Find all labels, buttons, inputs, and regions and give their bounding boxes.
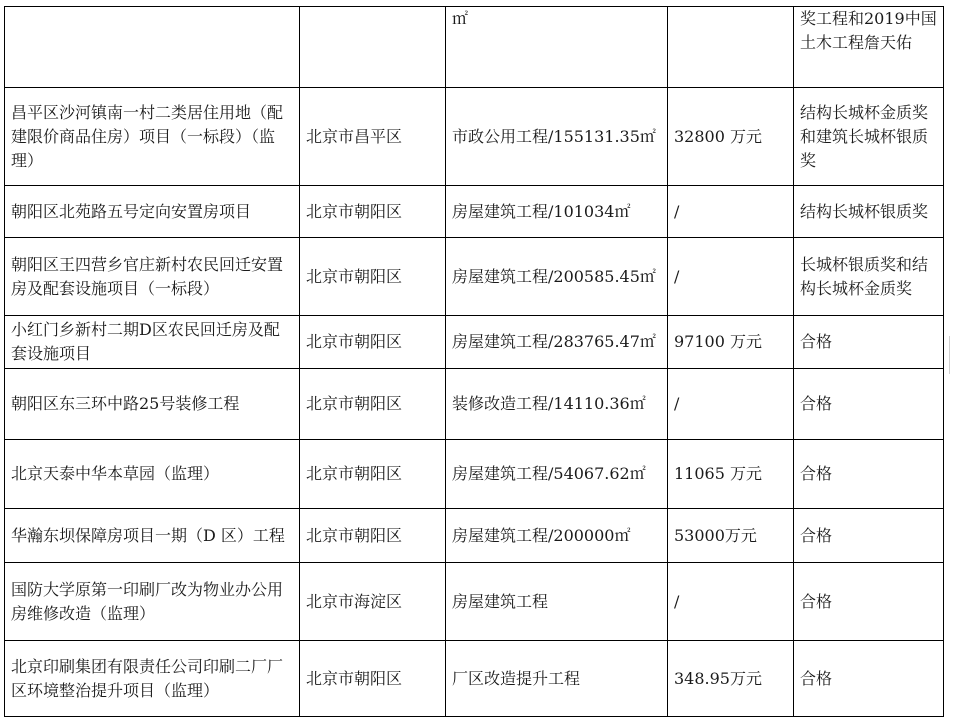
- amount-cell: [668, 7, 794, 88]
- scale-cell: 房屋建筑工程/200585.45㎡: [446, 238, 668, 316]
- amount-cell: 53000万元: [668, 509, 794, 563]
- amount-cell: 32800 万元: [668, 88, 794, 186]
- location-cell: 北京市昌平区: [300, 88, 446, 186]
- scale-cell: ㎡: [446, 7, 668, 88]
- project-name-cell: 国防大学原第一印刷厂改为物业办公用房维修改造（监理）: [5, 563, 300, 641]
- award-cell: 结构长城杯金质奖和建筑长城杯银质奖: [794, 88, 944, 186]
- location-cell: 北京市朝阳区: [300, 641, 446, 717]
- amount-cell: /: [668, 186, 794, 238]
- amount-cell: /: [668, 238, 794, 316]
- table-row: [5, 440, 944, 509]
- location-cell: 北京市朝阳区: [300, 238, 446, 316]
- project-name-cell: 北京印刷集团有限责任公司印刷二厂厂区环境整治提升项目（监理）: [5, 641, 300, 717]
- scale-cell: 房屋建筑工程/283765.47㎡: [446, 316, 668, 369]
- location-cell: 北京市海淀区: [300, 563, 446, 641]
- award-cell: 结构长城杯银质奖: [794, 186, 944, 238]
- project-name-cell: 昌平区沙河镇南一村二类居住用地（配建限价商品住房）项目（一标段）（监理）: [5, 88, 300, 186]
- project-name-cell: 朝阳区北苑路五号定向安置房项目: [5, 186, 300, 238]
- scale-cell: 房屋建筑工程: [446, 563, 668, 641]
- location-cell: 北京市朝阳区: [300, 509, 446, 563]
- table-row: [5, 88, 944, 186]
- scale-cell: 房屋建筑工程/54067.62㎡: [446, 440, 668, 509]
- table-row: [5, 369, 944, 440]
- location-cell: [300, 7, 446, 88]
- amount-cell: 11065 万元: [668, 440, 794, 509]
- amount-cell: /: [668, 369, 794, 440]
- table-row: [5, 509, 944, 563]
- project-name-cell: [5, 7, 300, 88]
- amount-cell: 97100 万元: [668, 316, 794, 369]
- project-name-cell: 北京天泰中华本草园（监理）: [5, 440, 300, 509]
- award-cell: 合格: [794, 369, 944, 440]
- scale-cell: 房屋建筑工程/200000㎡: [446, 509, 668, 563]
- location-cell: 北京市朝阳区: [300, 316, 446, 369]
- amount-cell: /: [668, 563, 794, 641]
- table-row: [5, 563, 944, 641]
- scale-cell: 房屋建筑工程/101034㎡: [446, 186, 668, 238]
- award-cell: 合格: [794, 440, 944, 509]
- project-table: [4, 6, 944, 717]
- project-name-cell: 华瀚东坝保障房项目一期（D 区）工程: [5, 509, 300, 563]
- project-name-cell: 小红门乡新村二期D区农民回迁房及配套设施项目: [5, 316, 300, 369]
- award-cell: 长城杯银质奖和结构长城杯金质奖: [794, 238, 944, 316]
- amount-cell: 348.95万元: [668, 641, 794, 717]
- table-row: [5, 238, 944, 316]
- page-edge-mark: [949, 336, 950, 374]
- location-cell: 北京市朝阳区: [300, 369, 446, 440]
- award-cell: 合格: [794, 641, 944, 717]
- table-row: [5, 316, 944, 369]
- award-cell: 合格: [794, 316, 944, 369]
- project-name-cell: 朝阳区王四营乡官庄新村农民回迁安置房及配套设施项目（一标段）: [5, 238, 300, 316]
- location-cell: 北京市朝阳区: [300, 440, 446, 509]
- scale-cell: 装修改造工程/14110.36㎡: [446, 369, 668, 440]
- location-cell: 北京市朝阳区: [300, 186, 446, 238]
- table-row: [5, 186, 944, 238]
- award-cell: 合格: [794, 563, 944, 641]
- award-cell: 合格: [794, 509, 944, 563]
- project-name-cell: 朝阳区东三环中路25号装修工程: [5, 369, 300, 440]
- scale-cell: 厂区改造提升工程: [446, 641, 668, 717]
- table-row: [5, 7, 944, 88]
- table-row: [5, 641, 944, 717]
- award-cell: 奖工程和2019中国土木工程詹天佑: [794, 7, 944, 88]
- scale-cell: 市政公用工程/155131.35㎡: [446, 88, 668, 186]
